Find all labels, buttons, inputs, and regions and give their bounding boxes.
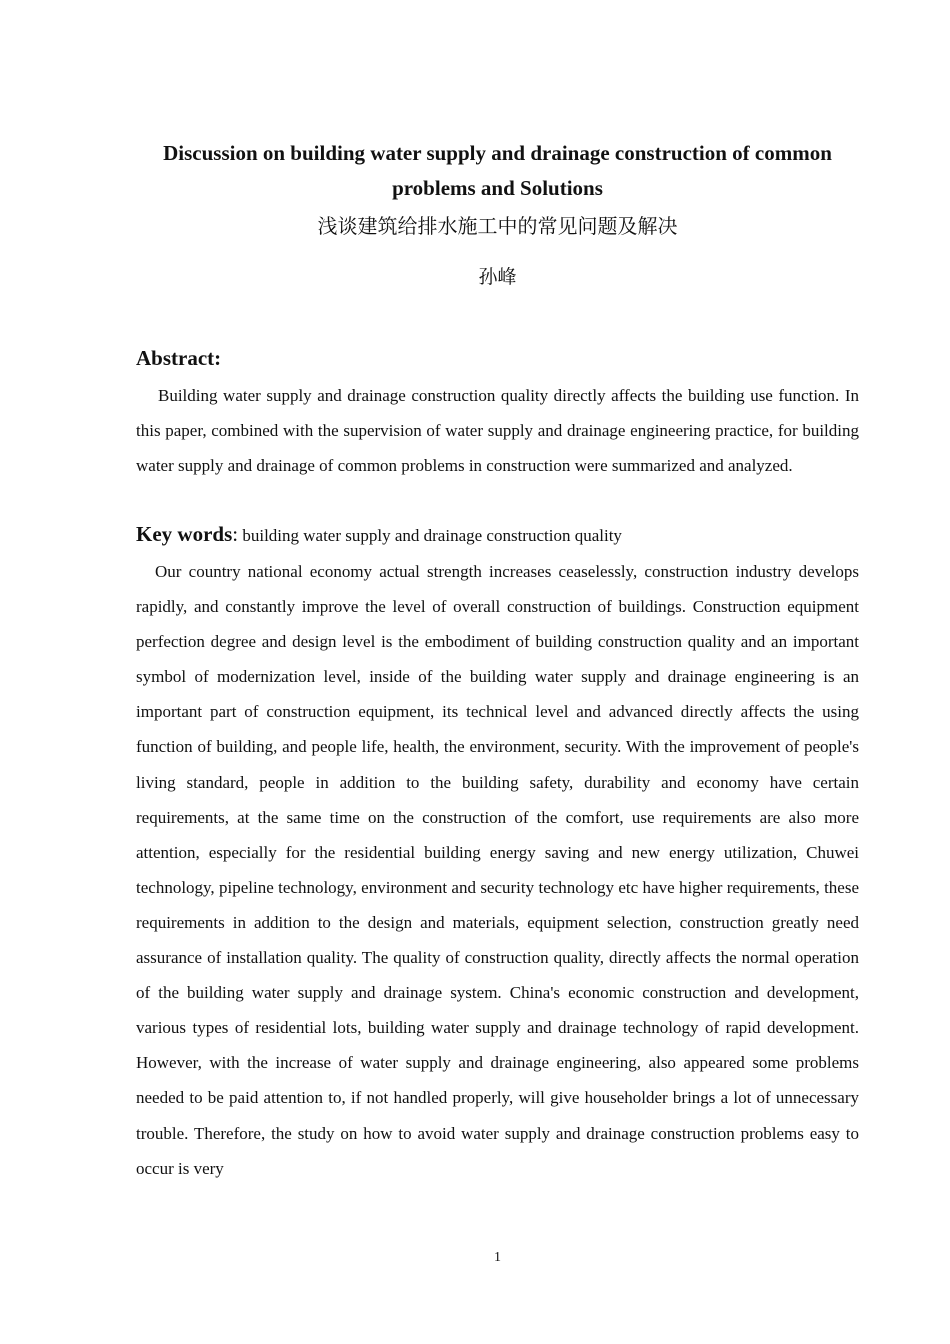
page-number: 1 <box>494 1250 501 1265</box>
paper-title-english: Discussion on building water supply and drainage construction of common problems and Solutions <box>163 141 832 200</box>
keywords-line <box>136 517 859 553</box>
author-name: 孙峰 <box>478 266 517 288</box>
keywords-label: Key words <box>136 522 233 546</box>
abstract-heading: Abstract: <box>136 346 222 370</box>
keywords-colon: : <box>232 522 239 546</box>
keywords-text: building water supply and drainage construction quality <box>242 526 622 545</box>
body-paragraph: Our country national economy actual strength increases ceaselessly, construction industry develops rapidly, and constantly improve the level of overall construction of buildings. Construction equipment perfection degree and design level is the embodiment of building construction quality and an important symbol of modernization level, inside of the building water supply and drainage engineering is an important part of construction equipment, its technical level and advanced directly affects the using function of building, and people life, health, the environment, security. With the improvement of people's living standard, people in addition to the building safety, durability and economy have certain requirements, at the same time on the construction of the comfort, use requirements are also more attention, especially for the residential building energy saving and new energy utilization, Chuwei technology, pipeline technology, environment and security technology etc have higher requirements, these requirements in addition to the design and materials, equipment selection, construction greatly need assurance of installation quality. The quality of construction quality, directly affects the normal operation of the building water supply and drainage system. China's economic construction and development, various types of residential lots, building water supply and drainage technology of rapid development. However, with the increase of water supply and drainage engineering, also appeared some problems needed to be paid attention to, if not handled properly, will give householder brings a lot of unnecessary trouble. Therefore, the study on how to avoid water supply and drainage construction problems easy to occur is very <box>136 562 859 1178</box>
paper-title-chinese: 浅谈建筑给排水施工中的常见问题及解决 <box>317 214 678 238</box>
abstract-text: Building water supply and drainage construction quality directly affects the building use function. In this paper, combined with the supervision of water supply and drainage engineering practice, for building water supply and drainage of common problems in construction were summarized and analyzed. <box>136 386 859 476</box>
